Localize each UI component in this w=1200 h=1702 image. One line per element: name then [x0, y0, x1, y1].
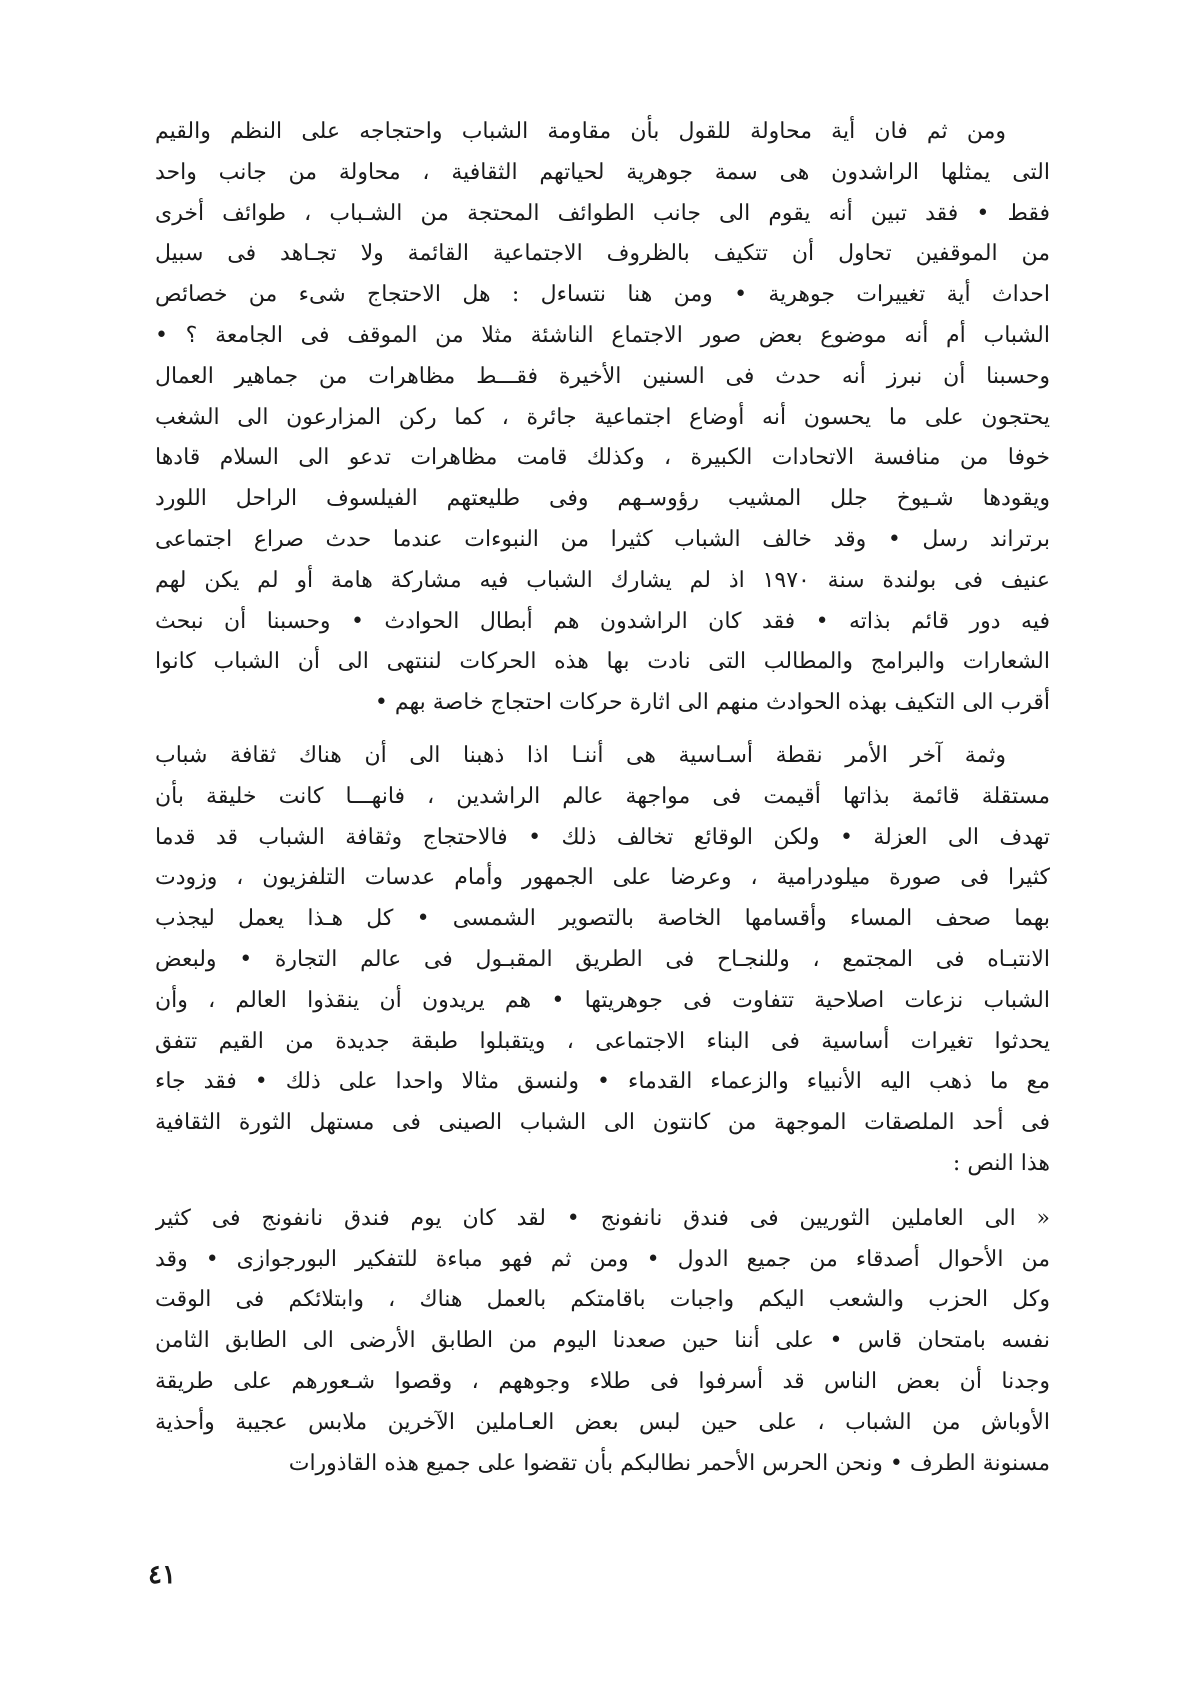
text-line: يحدثوا تغيرات أساسية فى البناء الاجتماعى ، ويتقبلوا طبقة جديدة من القيم تتفق: [155, 1028, 1050, 1054]
text-line: مسنونة الطرف • ونحن الحرس الأحمر نطالبكم بأن تقضوا على جميع هذه القاذورات: [288, 1450, 1050, 1476]
text-line: كثيرا فى صورة ميلودرامية ، وعرضا على الجمهور وأمام عدسات التلفزيون ، وزودت: [155, 865, 1050, 891]
page-number: ٤١: [148, 1560, 176, 1590]
text-line: الشعارات والبرامج والمطالب التى نادت بها هذه الحركات لننتهى الى أن الشباب كانوا: [155, 649, 1050, 675]
text-line: فيه دور قائم بذاته • فقد كان الراشدون هم أبطال الحوادث • وحسبنا أن نبحث: [155, 608, 1050, 634]
text-line: التى يمثلها الراشدون هى سمة جوهرية لحياتهم الثقافية ، محاولة من جانب واحد: [155, 159, 1050, 185]
text-line: برتراند رسل • وقد خالف الشباب كثيرا من النبوءات عندما حدث صراع اجتماعى: [155, 526, 1050, 552]
text-line: ومن ثم فان أية محاولة للقول بأن مقاومة الشباب واحتجاجه على النظم والقيم: [155, 119, 1006, 144]
text-line: الأوباش من الشباب ، على حين لبس بعض العـاملين الآخرين ملابس عجيبة وأحذية: [155, 1409, 1050, 1435]
text-line: الانتبـاه فى المجتمع ، وللنجـاح فى الطريق المقبـول فى عالم التجارة • ولبعض: [155, 946, 1050, 972]
page-body: [155, 112, 1050, 1484]
text-line: تهدف الى العزلة • ولكن الوقائع تخالف ذلك • فالاحتجاج وثقافة الشباب قد قدما: [155, 824, 1050, 850]
text-line: من الموقفين تحاول أن تتكيف بالظروف الاجتماعية القائمة ولا تجـاهد فى سبيل: [155, 241, 1050, 267]
text-line: خوفا من منافسة الاتحادات الكبيرة ، وكذلك قامت مظاهرات تدعو الى السلام قادها: [155, 445, 1050, 471]
paragraph-spacer: [155, 724, 1050, 736]
text-line: من الأحوال أصدقاء من جميع الدول • ومن ثم فهو مباءة للتفكير البورجوازى • وقد: [155, 1246, 1050, 1272]
text-line: وكل الحزب والشعب اليكم واجبات باقامتكم بالعمل هناك ، وابتلائكم فى الوقت: [155, 1287, 1050, 1313]
text-line: الشباب أم أنه موضوع بعض صور الاجتماع الناشئة مثلا من الموقف فى الجامعة ؟ •: [155, 322, 1050, 348]
paragraph-2: [155, 736, 1050, 1185]
text-line: بهما صحف المساء وأقسامها الخاصة بالتصوير الشمسى • كل هـذا يعمل ليجذب: [155, 906, 1050, 932]
text-line: ويقودها شـيوخ جلل المشيب رؤوسـهم وفى طليعتهم الفيلسوف الراحل اللورد: [155, 486, 1050, 512]
text-line: أقرب الى التكيف بهذه الحوادث منهم الى اثارة حركات احتجاج خاصة بهم •: [374, 690, 1050, 716]
text-line: هذا النص :: [952, 1150, 1050, 1176]
text-line: وجدنا أن بعض الناس قد أسرفوا فى طلاء وجوههم ، وقصوا شـعورهم على طريقة: [155, 1368, 1050, 1394]
paragraph-spacer: [155, 1185, 1050, 1199]
text-line: فقط • فقد تبين أنه يقوم الى جانب الطوائف المحتجة من الشـباب ، طوائف أخرى: [155, 200, 1050, 226]
text-line: الشباب نزعات اصلاحية تتفاوت فى جوهريتها • هم يريدون أن ينقذوا العالم ، وأن: [155, 987, 1050, 1013]
quoted-poster-text: [155, 1199, 1050, 1485]
text-line: فى أحد الملصقات الموجهة من كانتون الى الشباب الصينى فى مستهل الثورة الثقافية: [155, 1110, 1050, 1136]
text-line: عنيف فى بولندة سنة ١٩٧٠ اذ لم يشارك الشباب فيه مشاركة هامة أو لم يكن لهم: [155, 567, 1050, 593]
text-line: مع ما ذهب اليه الأنبياء والزعماء القدماء • ولنسق مثالا واحدا على ذلك • فقد جاء: [155, 1069, 1050, 1095]
text-line: « الى العاملين الثوريين فى فندق نانفونج • لقد كان يوم فندق نانفونج فى كثير: [155, 1205, 1050, 1231]
text-line: يحتجون على ما يحسون أنه أوضاع اجتماعية جائرة ، كما ركن المزارعون الى الشغب: [155, 404, 1050, 430]
text-line: احداث أية تغييرات جوهرية • ومن هنا نتساءل : هل الاحتجاج شىء من خصائص: [155, 282, 1050, 308]
paragraph-1: [155, 112, 1050, 724]
text-line: وحسبنا أن نبرز أنه حدث فى السنين الأخيرة فقـــط مظاهرات من جماهير العمال: [155, 363, 1050, 389]
text-line: نفسه بامتحان قاس • على أننا حين صعدنا اليوم من الطابق الأرضى الى الطابق الثامن: [155, 1328, 1050, 1354]
text-line: مستقلة قائمة بذاتها أقيمت فى مواجهة عالم الراشدين ، فانهـــا كانت خليقة بأن: [155, 783, 1050, 809]
text-line: وثمة آخر الأمر نقطة أسـاسية هى أننـا اذا ذهبنا الى أن هناك ثقافة شباب: [155, 742, 1006, 768]
